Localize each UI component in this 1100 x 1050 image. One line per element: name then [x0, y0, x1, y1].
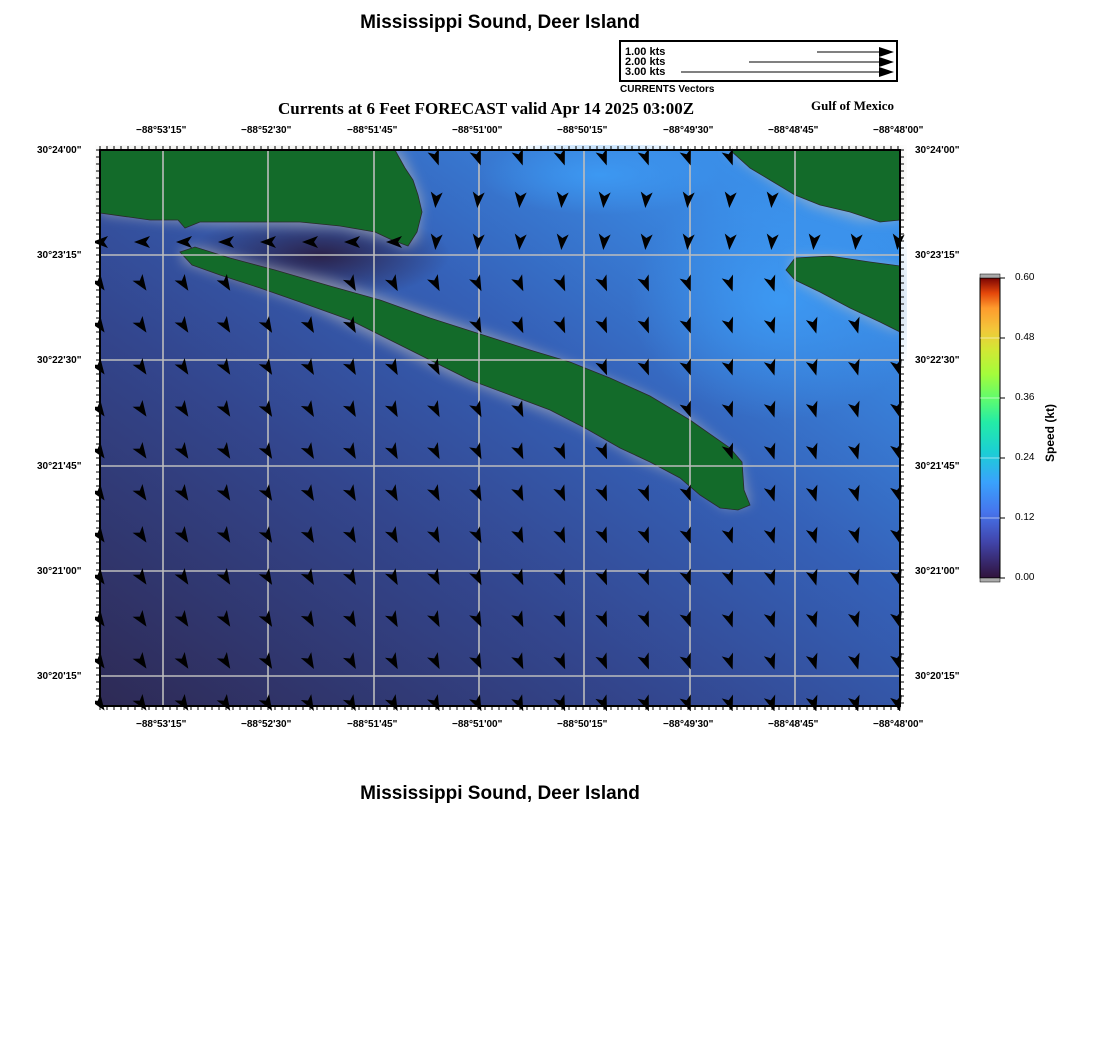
lon-tick-top-4: −88°50'15"	[557, 125, 608, 136]
colorbar-label-3: 0.24	[1015, 452, 1035, 463]
colorbar-label-5: 0.00	[1015, 572, 1035, 583]
lon-tick-top-3: −88°51'00"	[452, 125, 503, 136]
lon-tick-top-0: −88°53'15"	[136, 125, 187, 136]
lat-tick-right-0: 30°24'00"	[915, 145, 960, 156]
lon-tick-bottom-1: −88°52'30"	[241, 719, 292, 730]
map-title: Currents at 6 Feet FORECAST valid Apr 14 2025 03:00Z	[278, 99, 695, 118]
lat-tick-right-2: 30°22'30"	[915, 355, 960, 366]
lon-tick-top-6: −88°48'45"	[768, 125, 819, 136]
lat-tick-right-5: 30°20'15"	[915, 671, 960, 682]
lat-tick-left-2: 30°22'30"	[37, 355, 82, 366]
colorbar-label-4: 0.12	[1015, 512, 1035, 523]
colorbar-label-1: 0.48	[1015, 332, 1035, 343]
vector-legend	[619, 40, 898, 82]
colorbar-title: Speed (kt)	[1043, 403, 1057, 462]
lon-tick-top-2: −88°51'45"	[347, 125, 398, 136]
legend-row-2: 2.00 kts	[625, 56, 666, 68]
lon-tick-top-5: −88°49'30"	[663, 125, 714, 136]
page-title-bottom: Mississippi Sound, Deer Island	[360, 783, 640, 804]
lon-tick-bottom-7: −88°48'00"	[873, 719, 924, 730]
lon-tick-bottom-3: −88°51'00"	[452, 719, 503, 730]
region-label: Gulf of Mexico	[811, 98, 895, 113]
lat-tick-right-3: 30°21'45"	[915, 461, 960, 472]
lat-tick-right-4: 30°21'00"	[915, 566, 960, 577]
lat-tick-right-1: 30°23'15"	[915, 250, 960, 261]
colorbar-label-0: 0.60	[1015, 272, 1035, 283]
lat-tick-left-0: 30°24'00"	[37, 145, 82, 156]
lat-tick-left-4: 30°21'00"	[37, 566, 82, 577]
colorbar-label-2: 0.36	[1015, 392, 1035, 403]
speed-colorbar	[975, 270, 1015, 585]
lon-tick-bottom-5: −88°49'30"	[663, 719, 714, 730]
lon-tick-top-1: −88°52'30"	[241, 125, 292, 136]
lat-tick-left-3: 30°21'45"	[37, 461, 82, 472]
vector-legend-caption: CURRENTS Vectors	[620, 84, 715, 95]
page-title-top: Mississippi Sound, Deer Island	[360, 12, 640, 33]
lon-tick-bottom-6: −88°48'45"	[768, 719, 819, 730]
lon-tick-top-7: −88°48'00"	[873, 125, 924, 136]
current-map	[95, 145, 907, 711]
lon-tick-bottom-0: −88°53'15"	[136, 719, 187, 730]
lon-tick-bottom-4: −88°50'15"	[557, 719, 608, 730]
legend-arrows	[621, 42, 896, 80]
legend-row-1: 1.00 kts	[625, 46, 666, 58]
lat-tick-left-5: 30°20'15"	[37, 671, 82, 682]
legend-row-3: 3.00 kts	[625, 66, 666, 78]
lat-tick-left-1: 30°23'15"	[37, 250, 82, 261]
lon-tick-bottom-2: −88°51'45"	[347, 719, 398, 730]
